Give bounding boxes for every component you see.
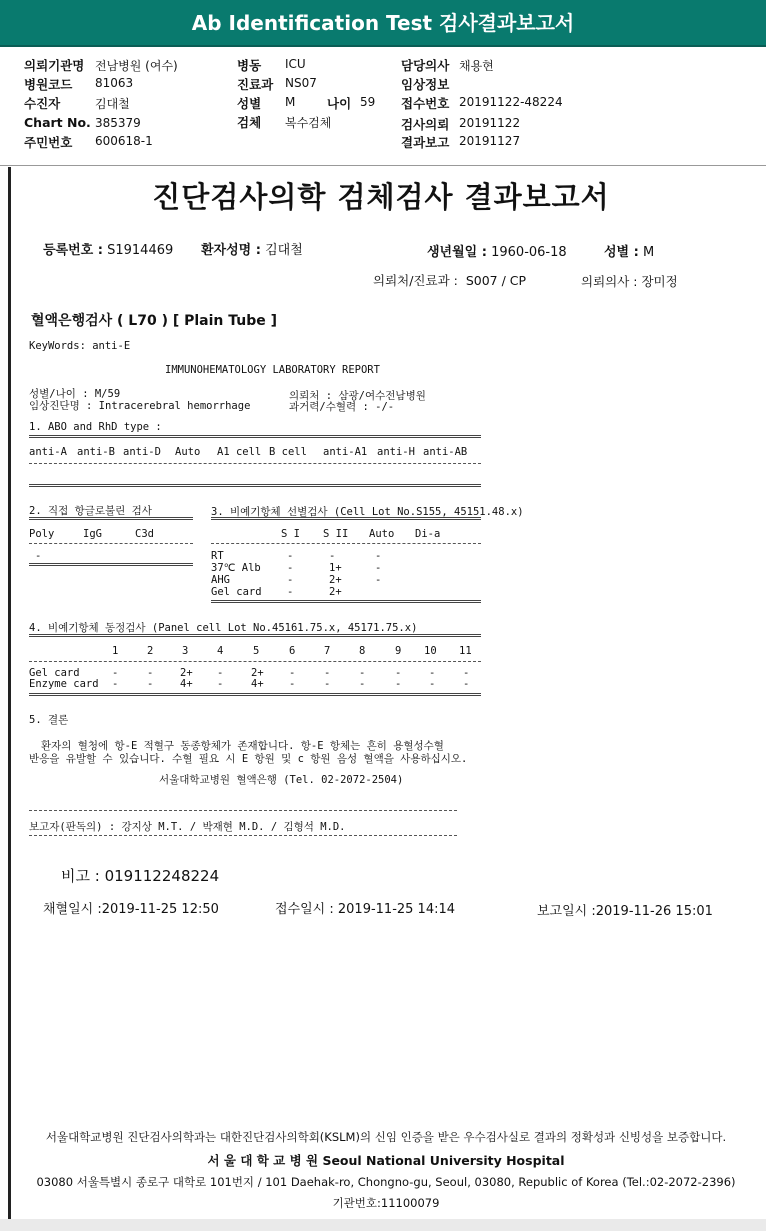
screening-row-name: Gel card — [211, 586, 262, 598]
referral-source: 의뢰처 : 삼광/여수전남병원 — [289, 390, 426, 402]
screening-row-name: RT — [211, 550, 224, 562]
abo-header-anti-ab: anti-AB — [423, 446, 468, 458]
lab-report-title: IMMUNOHEMATOLOGY LABORATORY REPORT — [165, 364, 380, 376]
patient-label: 수진자 — [24, 96, 61, 111]
screening-cell: - — [375, 574, 382, 586]
panel-cell: - — [463, 667, 470, 679]
screening-header-auto: Auto — [369, 528, 395, 540]
institution-value: 전남병원 (여수) — [95, 59, 178, 73]
sex-label: 성별 — [237, 96, 262, 111]
panel-cell: - — [429, 678, 436, 690]
lab-report-body — [11, 167, 751, 867]
panel-col-header: 1 — [112, 645, 119, 657]
request-date-label: 검사의뢰 — [401, 117, 450, 132]
screening-row-name: AHG — [211, 574, 230, 586]
panel-col-header: 5 — [253, 645, 260, 657]
screening-cell: - — [375, 562, 382, 574]
panel-cell: - — [429, 667, 436, 679]
panel-cell: - — [112, 678, 119, 690]
note: 비고 : 019112248224 — [61, 867, 220, 885]
dat-section-title: 2. 직접 항글로불린 검사 — [29, 505, 152, 517]
chart-no-label: Chart No. — [24, 115, 91, 130]
screening-cell: 2+ — [329, 586, 342, 598]
screening-row-name: 37℃ Alb — [211, 562, 261, 574]
resident-no-value: 600618-1 — [95, 134, 153, 148]
department-value: NS07 — [285, 76, 317, 90]
abo-header-auto: Auto — [175, 446, 201, 458]
accession-no-label: 접수번호 — [401, 96, 450, 111]
institution-number: 기관번호:11100079 — [332, 1196, 440, 1210]
abo-section-title: 1. ABO and RhD type : — [29, 421, 162, 433]
panel-row-name: Enzyme card — [29, 678, 99, 690]
section-title: 혈액은행검사 ( L70 ) [ Plain Tube ] — [31, 313, 278, 329]
panel-section-title: 4. 비예기항체 동정검사 (Panel cell Lot No.45161.75.x, 45171.75.x) — [29, 622, 418, 634]
panel-col-header: 8 — [359, 645, 366, 657]
collection-datetime: 채혈일시 :2019-11-25 12:50 — [43, 902, 219, 917]
screening-cell: - — [375, 550, 382, 562]
screening-cell: - — [287, 550, 294, 562]
panel-cell: - — [395, 667, 402, 679]
panel-cell: - — [147, 678, 154, 690]
department-label: 진료과 — [237, 77, 274, 92]
institution-label: 의뢰기관명 — [24, 58, 85, 73]
conclusion-line-2: 반응을 유발할 수 있습니다. 수혈 필요 시 E 항원 및 c 항원 음성 혈액을 사용하십시오. — [29, 753, 468, 765]
reporter-line: 보고자(판독의) : 강지상 M.T. / 박재현 M.D. / 김형석 M.D. — [29, 821, 346, 833]
chart-no-value: 385379 — [95, 116, 141, 130]
conclusion-title: 5. 결론 — [29, 714, 69, 726]
panel-col-header: 6 — [289, 645, 296, 657]
panel-cell: - — [112, 667, 119, 679]
age-value: 59 — [360, 95, 376, 109]
panel-row-name: Gel card — [29, 667, 80, 679]
certification-note: 서울대학교병원 진단검사의학과는 대한진단검사의학회(KSLM)의 신임 인증을 받은 우수검사실로 결과의 정확성과 신빙성을 보증합니다. — [45, 1130, 727, 1144]
abo-header-b-cell: B cell — [269, 446, 307, 458]
patient-name: 환자성명 : 김대철 — [201, 243, 303, 258]
screening-header-dia: Di-a — [415, 528, 441, 540]
panel-col-header: 10 — [424, 645, 437, 657]
request-date-value: 20191122 — [459, 116, 521, 130]
doctor-value: 채용현 — [459, 59, 494, 73]
scanned-report — [8, 167, 758, 1219]
history: 과거력/수혈력 : -/- — [289, 401, 395, 413]
hospital-code-label: 병원코드 — [24, 77, 73, 92]
ward-label: 병동 — [237, 58, 262, 73]
abo-header-anti-a: anti-A — [29, 446, 67, 458]
screening-cell: - — [287, 586, 294, 598]
reg-no: 등록번호 : S1914469 — [43, 243, 174, 258]
panel-col-header: 4 — [217, 645, 224, 657]
report-date-value: 20191127 — [459, 134, 521, 148]
accession-no-value: 20191122-48224 — [459, 95, 563, 109]
abo-header-anti-h: anti-H — [377, 446, 415, 458]
screening-cell: - — [287, 574, 294, 586]
dat-header-c3d: C3d — [135, 528, 154, 540]
clinical-info-label: 임상정보 — [401, 77, 450, 92]
dat-header-igg: IgG — [83, 528, 102, 540]
abo-header-anti-a1: anti-A1 — [323, 446, 368, 458]
receipt-datetime: 접수일시 : 2019-11-25 14:14 — [275, 902, 456, 917]
panel-cell: 4+ — [251, 678, 264, 690]
panel-cell: - — [217, 678, 224, 690]
report-datetime: 보고일시 :2019-11-26 15:01 — [537, 904, 713, 919]
panel-col-header: 7 — [324, 645, 331, 657]
request-info-panel — [0, 48, 766, 166]
specimen-value: 복수검체 — [285, 116, 332, 130]
panel-cell: 4+ — [180, 678, 193, 690]
panel-cell: - — [324, 678, 331, 690]
left-edge — [0, 167, 8, 1219]
sex-age: 성별/나이 : M/59 — [29, 388, 121, 400]
panel-cell: - — [395, 678, 402, 690]
report-date-label: 결과보고 — [401, 135, 450, 150]
panel-col-header: 9 — [395, 645, 402, 657]
conclusion-line-1: 환자의 혈청에 항-E 적혈구 동종항체가 존재합니다. 항-E 항체는 흔히 용혈성수혈 — [41, 740, 444, 752]
screening-header-s1: S I — [281, 528, 300, 540]
blood-bank-contact: 서울대학교병원 혈액은행 (Tel. 02-2072-2504) — [159, 774, 404, 786]
screening-section-title: 3. 비예기항체 선별검사 (Cell Lot No.S155, 45151.48.x) — [211, 506, 524, 518]
resident-no-label: 주민번호 — [24, 135, 73, 150]
abo-header-anti-d: anti-D — [123, 446, 161, 458]
panel-cell: - — [289, 678, 296, 690]
bottom-margin — [0, 1219, 766, 1231]
panel-cell: - — [359, 678, 366, 690]
hospital-code-value: 81063 — [95, 76, 134, 90]
abo-header-a1-cell: A1 cell — [217, 446, 262, 458]
birth-date: 생년월일 : 1960-06-18 — [427, 245, 567, 260]
panel-cell: 2+ — [251, 667, 264, 679]
ward-value: ICU — [285, 57, 306, 71]
referral-doctor: 의뢰의사 : 장미정 — [581, 274, 678, 289]
panel-cell: - — [463, 678, 470, 690]
screening-header-s2: S II — [323, 528, 349, 540]
age-label: 나이 — [327, 96, 352, 111]
patient-value: 김대철 — [95, 97, 130, 111]
report-title: Ab Identification Test 검사결과보고서 — [191, 11, 575, 35]
dat-value: - — [35, 550, 42, 562]
panel-col-header: 2 — [147, 645, 154, 657]
keywords: KeyWords: anti-E — [29, 340, 131, 352]
diagnosis: 임상진단명 : Intracerebral hemorrhage — [29, 400, 251, 412]
patient-sex: 성별 : M — [604, 245, 655, 260]
panel-cell: - — [324, 667, 331, 679]
screening-cell: - — [329, 550, 336, 562]
sex-value: M — [285, 95, 296, 109]
panel-col-header: 3 — [182, 645, 189, 657]
screening-cell: - — [287, 562, 294, 574]
screening-cell: 1+ — [329, 562, 342, 574]
hospital-address: 03080 서울특별시 종로구 대학로 101번지 / 101 Daehak-ro, Chongno-gu, Seoul, 03080, Republic of Korea (Tel.:02-2072-2396) — [36, 1175, 736, 1189]
panel-col-header: 11 — [459, 645, 472, 657]
panel-cell: 2+ — [180, 667, 193, 679]
dat-header-poly: Poly — [29, 528, 55, 540]
referral-dept: 의뢰처/진료과 : S007 / CP — [373, 273, 527, 288]
screening-cell: 2+ — [329, 574, 342, 586]
report-header — [0, 0, 766, 47]
panel-cell: - — [217, 667, 224, 679]
doctor-label: 담당의사 — [401, 58, 450, 73]
document-title: 진단검사의학 검체검사 결과보고서 — [152, 180, 610, 214]
abo-header-anti-b: anti-B — [77, 446, 115, 458]
panel-cell: - — [147, 667, 154, 679]
panel-cell: - — [289, 667, 296, 679]
specimen-label: 검체 — [237, 115, 262, 130]
hospital-name: 서 울 대 학 교 병 원 Seoul National University Hospital — [207, 1153, 565, 1168]
panel-cell: - — [359, 667, 366, 679]
